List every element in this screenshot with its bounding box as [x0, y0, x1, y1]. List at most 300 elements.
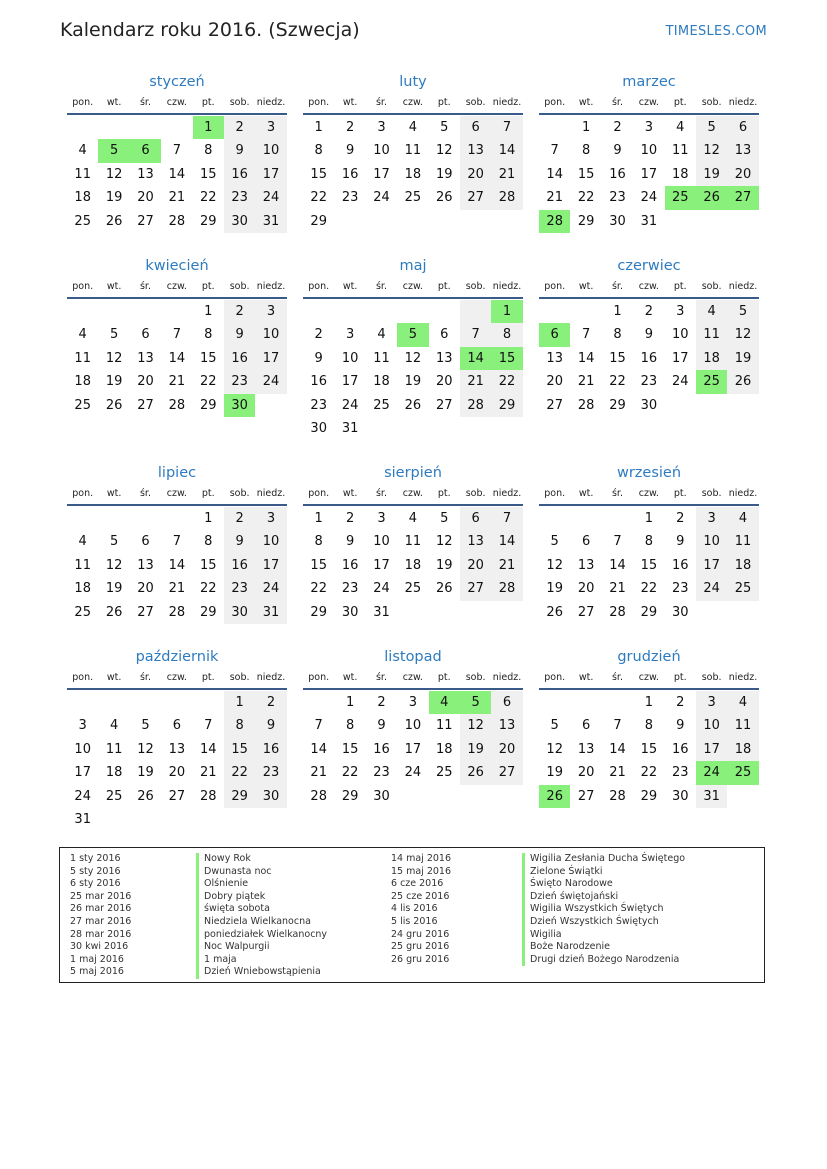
day-cell: 19 [546, 581, 563, 597]
holiday-date: 25 cze 2016 [391, 890, 450, 902]
day-cell: 9 [314, 350, 323, 366]
day-cell: 29 [310, 213, 327, 229]
day-cell: 17 [640, 166, 658, 182]
day-cell: 19 [137, 765, 154, 781]
day-cell: 12 [727, 323, 758, 346]
weekday-label: wt. [578, 281, 594, 292]
weekday-label: pon. [72, 97, 94, 108]
day-cell: 4 [78, 534, 87, 550]
day-cell: 7 [613, 534, 622, 550]
day-cell: 16 [671, 741, 689, 757]
month-8 [539, 462, 759, 624]
day-cell: 19 [727, 347, 758, 370]
weekday-label: niedz. [728, 281, 758, 292]
day-cell: 7 [204, 718, 213, 734]
day-cell: 5 [397, 323, 428, 346]
day-cell: 15 [199, 350, 217, 366]
holiday-date: 14 maj 2016 [391, 853, 452, 864]
day-cell: 30 [341, 604, 359, 620]
weekday-label: pon. [72, 672, 94, 683]
weekday-header [303, 484, 523, 506]
month-title: lipiec [157, 465, 197, 481]
holidays-list [59, 847, 765, 983]
day-cell: 17 [373, 557, 390, 573]
day-cell: 15 [577, 166, 595, 182]
day-cell: 9 [345, 143, 355, 159]
day-cell: 23 [224, 577, 255, 600]
day-empty [98, 300, 129, 323]
weekday-header [67, 668, 287, 690]
holiday-name: Dwunasta noc [204, 865, 272, 877]
day-cell: 24 [696, 761, 727, 784]
day-cell: 13 [460, 139, 491, 162]
month-title: sierpień [384, 465, 442, 481]
weekday-label: niedz. [492, 672, 522, 683]
month-6 [67, 462, 287, 624]
weekday-label: sob. [229, 488, 250, 499]
day-cell: 3 [255, 300, 286, 323]
day-cell: 21 [168, 581, 186, 597]
day-cell: 19 [460, 738, 491, 761]
day-cell: 27 [546, 397, 563, 413]
day-cell: 9 [676, 718, 685, 734]
holiday-name: 1 maja [204, 953, 237, 965]
day-cell: 7 [314, 718, 323, 734]
day-cell: 6 [141, 534, 150, 550]
day-cell: 10 [341, 350, 359, 366]
day-empty [161, 300, 192, 323]
weekday-label: wt. [578, 672, 594, 683]
holiday-date: 1 sty 2016 [70, 853, 121, 864]
day-cell: 25 [74, 397, 91, 413]
weekday-label: śr. [139, 281, 151, 292]
day-cell: 7 [550, 143, 559, 159]
weekday-label: śr. [611, 281, 623, 292]
day-cell: 5 [727, 300, 758, 323]
day-cell: 5 [696, 116, 727, 139]
day-cell: 8 [224, 714, 255, 737]
month-title: grudzień [617, 649, 681, 665]
weekday-label: niedz. [256, 672, 286, 683]
day-cell: 19 [696, 163, 727, 186]
holiday-date: 5 sty 2016 [70, 865, 121, 877]
holiday-date: 24 gru 2016 [391, 928, 450, 940]
holiday-name: Noc Walpurgii [204, 941, 270, 953]
day-cell: 30 [671, 604, 689, 620]
day-cell: 20 [460, 163, 491, 186]
day-cell: 29 [609, 397, 626, 413]
day-cell: 16 [310, 374, 327, 390]
holiday-name: Dzień świętojański [530, 890, 619, 902]
day-cell: 1 [613, 304, 622, 319]
day-cell: 13 [168, 741, 186, 757]
day-grid [303, 116, 523, 233]
holiday-date: 6 cze 2016 [391, 878, 444, 890]
day-cell: 16 [373, 741, 390, 757]
weekday-label: pon. [308, 488, 330, 499]
weekday-label: śr. [375, 281, 387, 292]
day-cell: 30 [224, 601, 255, 624]
day-cell: 13 [577, 557, 595, 573]
month-title: kwiecień [145, 258, 209, 274]
day-cell: 3 [345, 327, 355, 343]
day-cell: 12 [546, 741, 563, 757]
holiday-date: 6 sty 2016 [70, 878, 121, 890]
day-cell: 25 [727, 761, 758, 784]
day-empty [130, 691, 161, 714]
weekday-label: czw. [402, 488, 423, 499]
holiday-name: Święto Narodowe [530, 878, 613, 890]
day-cell: 15 [310, 166, 327, 182]
day-cell: 29 [640, 788, 658, 804]
weekday-label: niedz. [728, 97, 758, 108]
day-cell: 25 [696, 370, 727, 393]
day-cell: 28 [539, 210, 570, 233]
day-cell: 13 [137, 557, 154, 573]
month-3 [67, 255, 287, 417]
day-cell: 29 [199, 604, 217, 620]
month-title: czerwiec [617, 258, 681, 274]
day-cell: 13 [435, 350, 453, 366]
month-5 [539, 255, 759, 417]
day-cell: 4 [408, 120, 417, 135]
day-cell: 3 [408, 695, 417, 710]
holiday-name: Drugi dzień Bożego Narodzenia [530, 953, 680, 965]
day-cell: 28 [168, 397, 186, 413]
day-cell: 9 [224, 323, 255, 346]
day-cell: 7 [581, 327, 591, 343]
weekday-label: czw. [638, 97, 659, 108]
day-cell: 22 [609, 374, 626, 390]
day-cell: 20 [137, 190, 154, 206]
day-cell: 1 [314, 511, 323, 526]
day-cell: 11 [696, 323, 727, 346]
day-cell: 27 [577, 604, 595, 620]
month-title: luty [399, 74, 427, 90]
day-cell: 24 [373, 581, 390, 597]
day-cell: 6 [581, 718, 591, 734]
month-1 [303, 71, 523, 233]
day-cell: 8 [491, 323, 522, 346]
day-cell: 4 [408, 511, 417, 526]
day-cell: 8 [314, 143, 323, 159]
day-cell: 12 [137, 741, 154, 757]
day-cell: 22 [310, 581, 327, 597]
day-cell: 2 [644, 304, 653, 319]
day-empty [161, 507, 192, 530]
day-cell: 6 [440, 327, 449, 343]
day-cell: 19 [105, 374, 123, 390]
weekday-label: sob. [701, 488, 722, 499]
day-cell: 16 [255, 738, 286, 761]
day-cell: 26 [105, 604, 123, 620]
day-empty [539, 116, 570, 139]
holiday-name: Olśnienie [204, 878, 249, 890]
weekday-label: pon. [544, 281, 566, 292]
day-cell: 27 [727, 186, 758, 209]
holiday-name: Wigilia Zesłania Ducha Świętego [530, 853, 686, 864]
site-link[interactable]: TIMESLES.COM [665, 24, 767, 39]
day-cell: 1 [204, 304, 213, 319]
day-cell: 22 [341, 765, 359, 781]
day-cell: 7 [172, 327, 181, 343]
day-cell: 8 [204, 327, 213, 343]
weekday-label: sob. [465, 488, 486, 499]
holiday-name: Wigilia [530, 928, 562, 940]
day-cell: 9 [613, 143, 622, 159]
day-cell: 8 [613, 327, 622, 343]
weekday-label: śr. [139, 672, 151, 683]
day-cell: 19 [435, 166, 453, 182]
day-cell: 15 [640, 741, 658, 757]
weekday-label: śr. [139, 97, 151, 108]
day-cell: 25 [665, 186, 696, 209]
day-cell: 18 [696, 347, 727, 370]
holiday-date: 26 gru 2016 [391, 953, 450, 965]
day-cell: 10 [255, 323, 286, 346]
day-cell: 14 [609, 741, 626, 757]
day-cell: 3 [78, 718, 87, 734]
day-cell: 20 [577, 581, 595, 597]
day-cell: 12 [105, 166, 123, 182]
day-grid [539, 300, 759, 417]
day-cell: 14 [491, 139, 522, 162]
day-cell: 2 [224, 507, 255, 530]
holiday-date: 25 gru 2016 [391, 941, 450, 953]
month-0 [67, 71, 287, 233]
day-cell: 2 [345, 120, 355, 135]
day-cell: 7 [172, 534, 181, 550]
day-cell: 23 [671, 581, 689, 597]
day-cell: 16 [671, 557, 689, 573]
day-cell: 23 [224, 370, 255, 393]
day-cell: 13 [577, 741, 595, 757]
weekday-label: wt. [342, 672, 358, 683]
day-cell: 11 [74, 557, 91, 573]
day-cell: 21 [577, 374, 595, 390]
day-cell: 10 [671, 327, 689, 343]
day-cell: 3 [377, 511, 386, 526]
holiday-date: 26 mar 2016 [70, 903, 132, 915]
day-cell: 12 [404, 350, 422, 366]
weekday-label: pon. [544, 672, 566, 683]
day-cell: 6 [172, 718, 181, 734]
day-cell: 17 [74, 765, 91, 781]
holiday-date: 27 mar 2016 [70, 915, 132, 927]
weekday-label: pt. [437, 672, 451, 683]
holiday-date: 5 lis 2016 [391, 915, 438, 927]
day-cell: 24 [671, 374, 689, 390]
day-cell: 18 [435, 741, 453, 757]
day-cell: 27 [137, 213, 154, 229]
day-cell: 13 [137, 350, 154, 366]
day-cell: 8 [581, 143, 591, 159]
day-cell: 16 [224, 163, 255, 186]
day-cell: 13 [727, 139, 758, 162]
holidays-left-names [196, 853, 327, 979]
day-cell: 25 [373, 397, 390, 413]
day-cell: 12 [105, 557, 123, 573]
day-cell: 10 [640, 143, 658, 159]
day-cell: 9 [377, 718, 386, 734]
day-cell: 8 [314, 534, 323, 550]
month-title: wrzesień [616, 465, 682, 481]
month-4 [303, 255, 523, 440]
day-cell: 19 [105, 581, 123, 597]
weekday-label: pon. [544, 488, 566, 499]
day-cell: 20 [727, 163, 758, 186]
day-cell: 17 [255, 163, 286, 186]
day-cell: 2 [676, 511, 685, 526]
day-cell: 9 [676, 534, 685, 550]
day-cell: 19 [546, 765, 563, 781]
month-title: maj [399, 258, 427, 274]
weekday-label: pt. [673, 281, 687, 292]
month-10 [303, 646, 523, 808]
day-cell: 13 [491, 714, 522, 737]
day-cell: 17 [671, 350, 689, 366]
day-cell: 16 [224, 347, 255, 370]
day-cell: 4 [377, 327, 386, 343]
day-cell: 1 [314, 120, 323, 135]
day-cell: 15 [640, 557, 658, 573]
weekday-label: niedz. [492, 97, 522, 108]
day-cell: 4 [727, 691, 758, 714]
day-cell: 11 [105, 741, 123, 757]
weekday-label: czw. [166, 672, 187, 683]
day-cell: 24 [373, 190, 390, 206]
day-cell: 31 [373, 604, 390, 620]
weekday-label: śr. [611, 97, 623, 108]
day-cell: 21 [460, 370, 491, 393]
day-empty [570, 691, 601, 714]
weekday-label: czw. [402, 672, 423, 683]
day-cell: 29 [199, 213, 217, 229]
day-empty [193, 691, 224, 714]
day-cell: 24 [74, 788, 91, 804]
day-cell: 14 [460, 347, 491, 370]
day-cell: 14 [168, 166, 186, 182]
page-title: Kalendarz roku 2016. (Szwecja) [60, 19, 360, 41]
month-11 [539, 646, 759, 808]
day-cell: 1 [204, 511, 213, 526]
weekday-label: sob. [465, 97, 486, 108]
day-empty [539, 300, 570, 323]
day-cell: 23 [640, 374, 658, 390]
day-cell: 4 [109, 718, 119, 734]
day-cell: 17 [255, 554, 286, 577]
day-cell: 15 [199, 166, 217, 182]
day-cell: 10 [696, 714, 727, 737]
weekday-label: wt. [106, 488, 122, 499]
day-cell: 2 [224, 116, 255, 139]
day-cell: 28 [460, 394, 491, 417]
weekday-label: sob. [229, 672, 250, 683]
weekday-header [539, 93, 759, 115]
day-cell: 27 [460, 577, 491, 600]
day-cell: 18 [404, 166, 422, 182]
day-cell: 26 [460, 761, 491, 784]
day-cell: 31 [255, 601, 286, 624]
day-grid [539, 507, 759, 624]
day-cell: 7 [613, 718, 622, 734]
day-cell: 2 [345, 511, 355, 526]
day-cell: 1 [644, 511, 653, 526]
day-cell: 17 [341, 374, 359, 390]
weekday-label: czw. [166, 97, 187, 108]
day-cell: 25 [74, 604, 91, 620]
day-cell: 3 [255, 507, 286, 530]
day-cell: 21 [168, 374, 186, 390]
day-cell: 24 [255, 577, 286, 600]
day-cell: 27 [137, 397, 154, 413]
day-cell: 8 [644, 718, 653, 734]
holiday-date: 4 lis 2016 [391, 903, 438, 915]
day-cell: 13 [460, 530, 491, 553]
holiday-date: 28 mar 2016 [70, 928, 132, 940]
day-cell: 7 [491, 507, 522, 530]
weekday-label: pt. [201, 672, 215, 683]
weekday-label: pt. [437, 488, 451, 499]
day-cell: 6 [581, 534, 591, 550]
day-cell: 16 [640, 350, 658, 366]
day-cell: 6 [727, 116, 758, 139]
weekday-header [303, 93, 523, 115]
weekday-label: śr. [375, 488, 387, 499]
day-cell: 10 [404, 718, 422, 734]
day-cell: 26 [404, 397, 422, 413]
day-cell: 2 [314, 327, 323, 343]
day-empty [539, 507, 570, 530]
day-cell: 24 [255, 186, 286, 209]
day-cell: 11 [74, 166, 91, 182]
day-cell: 2 [377, 695, 386, 710]
day-cell: 4 [696, 300, 727, 323]
day-cell: 28 [609, 604, 626, 620]
day-cell: 31 [255, 210, 286, 233]
day-cell: 30 [224, 210, 255, 233]
day-cell: 30 [609, 213, 626, 229]
day-cell: 2 [255, 691, 286, 714]
day-cell: 19 [404, 374, 422, 390]
holiday-name: Dobry piątek [204, 890, 266, 902]
day-cell: 17 [404, 741, 422, 757]
day-cell: 28 [577, 397, 595, 413]
day-cell: 18 [74, 374, 91, 390]
weekday-label: wt. [342, 97, 358, 108]
day-cell: 26 [435, 190, 453, 206]
weekday-label: śr. [139, 488, 151, 499]
day-cell: 22 [640, 581, 658, 597]
weekday-label: czw. [402, 97, 423, 108]
day-cell: 26 [137, 788, 154, 804]
day-cell: 29 [224, 785, 255, 808]
day-cell: 25 [404, 190, 422, 206]
day-cell: 5 [550, 718, 559, 734]
day-empty [161, 116, 192, 139]
day-cell: 23 [341, 190, 359, 206]
day-cell: 22 [224, 761, 255, 784]
day-cell: 26 [105, 397, 123, 413]
day-cell: 31 [74, 811, 91, 827]
day-cell: 7 [491, 116, 522, 139]
day-cell: 5 [550, 534, 559, 550]
weekday-label: sob. [465, 672, 486, 683]
day-cell: 18 [671, 166, 689, 182]
day-cell: 30 [224, 394, 255, 417]
holiday-name: poniedziałek Wielkanocny [204, 928, 328, 940]
day-cell: 3 [644, 120, 653, 135]
